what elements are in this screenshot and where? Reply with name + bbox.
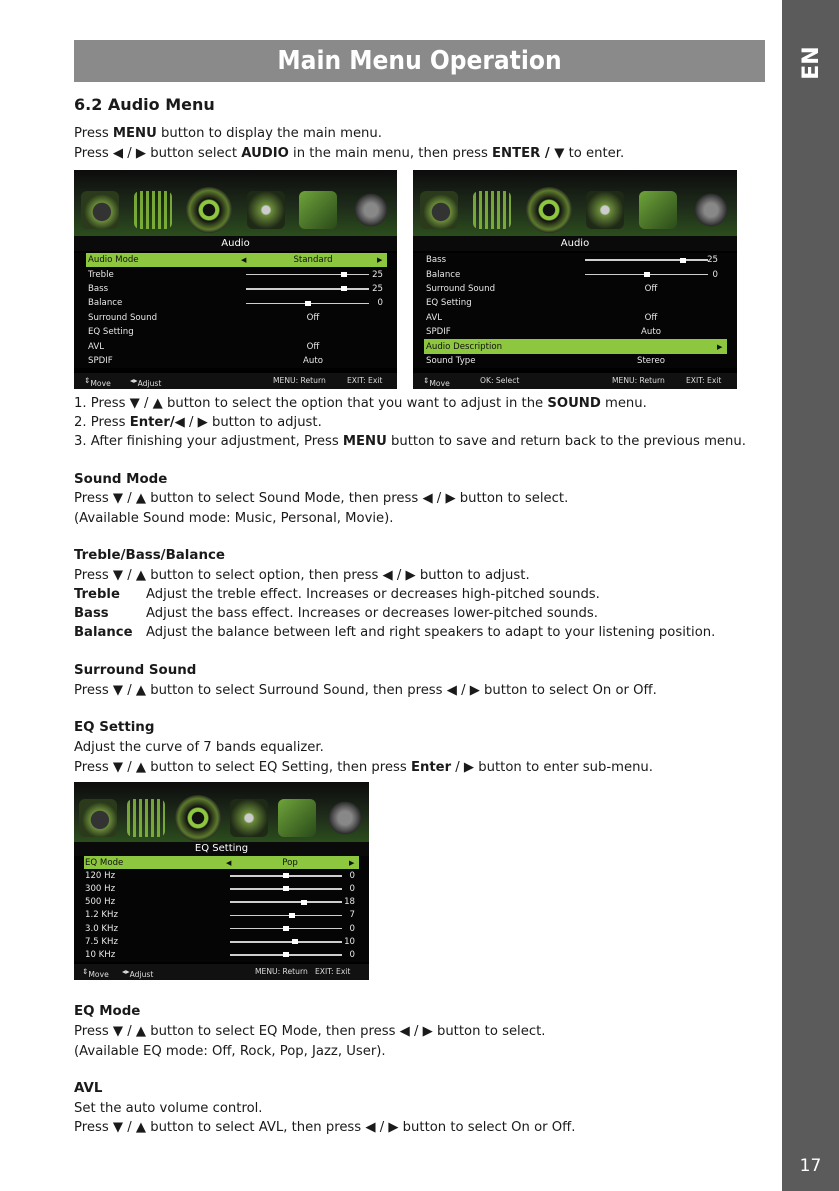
level-track bbox=[230, 915, 342, 917]
sound-mode-line-2: (Available Sound mode: Music, Personal, Movie). bbox=[74, 511, 394, 526]
level-track bbox=[246, 274, 369, 276]
page-number: 17 bbox=[799, 1156, 822, 1176]
menu-row-label: 3.0 KHz bbox=[85, 923, 119, 934]
menu-row-value: Off bbox=[644, 283, 658, 294]
menu-row-label: 7.5 KHz bbox=[85, 936, 119, 947]
channel-icon bbox=[247, 191, 285, 229]
menu-row-value: Off bbox=[306, 312, 320, 323]
menu-row-label: 120 Hz bbox=[85, 870, 116, 881]
menu-row-label: SPDIF bbox=[426, 327, 451, 338]
menu-row[interactable] bbox=[74, 282, 397, 296]
eq-line-2: Press ▼ / ▲ button to select EQ Setting, then press Enter / ▶ button to enter sub-menu. bbox=[74, 760, 653, 775]
menu-row[interactable] bbox=[74, 922, 369, 935]
menu-row-value: Standard bbox=[293, 255, 333, 266]
menu-row-label: AVL bbox=[88, 341, 104, 352]
channel-icon bbox=[586, 191, 624, 229]
level-slider-handle[interactable] bbox=[292, 939, 298, 944]
level-value: 0 bbox=[349, 870, 355, 881]
eq-setting-screen bbox=[74, 782, 369, 980]
level-track bbox=[585, 259, 708, 261]
menu-row[interactable] bbox=[74, 909, 369, 922]
menu-footer: ⇕ Move ◂▸ Adjust MENU: Return EXIT: Exit bbox=[74, 373, 397, 389]
level-slider-handle[interactable] bbox=[341, 286, 347, 291]
speaker-icon bbox=[526, 187, 572, 233]
surround-heading: Surround Sound bbox=[74, 663, 197, 678]
lock-icon bbox=[278, 799, 316, 837]
surround-line-1: Press ▼ / ▲ button to select Surround Sound, then press ◀ / ▶ button to select On or Off. bbox=[74, 683, 657, 698]
level-value: 0 bbox=[712, 269, 718, 280]
eq-mode-line-1: Press ▼ / ▲ button to select EQ Mode, then press ◀ / ▶ button to select. bbox=[74, 1024, 546, 1039]
level-value: 25 bbox=[372, 269, 383, 280]
menu-row[interactable] bbox=[74, 948, 369, 961]
level-track bbox=[230, 901, 342, 903]
balance-definition: Balance Adjust the balance between left and right speakers to adapt to your listening position. bbox=[74, 625, 716, 640]
menu-row[interactable] bbox=[413, 354, 737, 368]
menu-row[interactable] bbox=[74, 882, 369, 895]
menu-row-value: Auto bbox=[641, 327, 661, 338]
treble-definition: Treble Adjust the treble effect. Increases or decreases high-pitched sounds. bbox=[74, 587, 600, 602]
audio-icon bbox=[127, 799, 165, 837]
menu-title: Audio bbox=[74, 236, 397, 251]
menu-row-label: AVL bbox=[426, 312, 442, 323]
level-slider-handle[interactable] bbox=[644, 272, 650, 277]
menu-row-value: Off bbox=[306, 341, 320, 352]
menu-row-label: Bass bbox=[88, 283, 109, 294]
menu-row[interactable] bbox=[74, 896, 369, 909]
menu-row-label: SPDIF bbox=[88, 355, 113, 366]
menu-row[interactable] bbox=[413, 282, 737, 296]
menu-row[interactable] bbox=[74, 869, 369, 882]
menu-row-label: Surround Sound bbox=[88, 312, 158, 323]
level-value: 18 bbox=[344, 897, 355, 908]
menu-row-label: 500 Hz bbox=[85, 897, 116, 908]
menu-row[interactable] bbox=[74, 935, 369, 948]
avl-line-1: Set the auto volume control. bbox=[74, 1101, 263, 1116]
level-track bbox=[230, 941, 342, 943]
level-value: 10 bbox=[344, 936, 355, 947]
channel-icon bbox=[230, 799, 268, 837]
menu-row-value: Stereo bbox=[636, 355, 665, 366]
menu-row-label: EQ Setting bbox=[88, 327, 134, 338]
level-slider-handle[interactable] bbox=[341, 272, 347, 277]
menu-row[interactable] bbox=[74, 311, 397, 325]
menu-row-label: Sound Type bbox=[426, 355, 476, 366]
step-1: 1. Press ▼ / ▲ button to select the option that you want to adjust in the SOUND menu. bbox=[74, 396, 647, 411]
step-2: 2. Press Enter/◀ / ▶ button to adjust. bbox=[74, 415, 322, 430]
avl-line-2: Press ▼ / ▲ button to select AVL, then press ◀ / ▶ button to select On or Off. bbox=[74, 1120, 576, 1135]
step-3: 3. After finishing your adjustment, Press MENU button to save and return back to the previous menu. bbox=[74, 434, 746, 449]
picture-icon bbox=[81, 191, 119, 229]
level-slider-handle[interactable] bbox=[283, 952, 289, 957]
level-value: 25 bbox=[372, 283, 383, 294]
level-value: 0 bbox=[349, 923, 355, 934]
audio-icon bbox=[473, 191, 511, 229]
sound-mode-line-1: Press ▼ / ▲ button to select Sound Mode, then press ◀ / ▶ button to select. bbox=[74, 491, 569, 506]
menu-row-label: Balance bbox=[426, 269, 461, 280]
menu-row-label: Surround Sound bbox=[426, 283, 496, 294]
level-value: 0 bbox=[377, 298, 383, 309]
picture-icon bbox=[79, 799, 117, 837]
menu-row-label: 1.2 KHz bbox=[85, 910, 119, 921]
speaker-icon bbox=[175, 795, 221, 841]
audio-icon bbox=[134, 191, 172, 229]
menu-row[interactable] bbox=[84, 856, 359, 869]
eq-mode-heading: EQ Mode bbox=[74, 1004, 141, 1019]
menu-row-label: Audio Mode bbox=[88, 255, 139, 266]
tbb-heading: Treble/Bass/Balance bbox=[74, 548, 225, 563]
intro-line-2: Press ◀ / ▶ button select AUDIO in the main menu, then press ENTER / ▼ to enter. bbox=[74, 146, 625, 161]
audio-menu-screen-1 bbox=[74, 170, 397, 389]
menu-row-label: EQ Mode bbox=[85, 857, 124, 868]
menu-row-value: Auto bbox=[303, 355, 323, 366]
menu-row-label: 300 Hz bbox=[85, 883, 116, 894]
page-banner: Main Menu Operation bbox=[74, 40, 765, 82]
menu-row-label: Bass bbox=[426, 255, 447, 266]
level-slider-handle[interactable] bbox=[680, 258, 686, 263]
level-slider-handle[interactable] bbox=[289, 913, 295, 918]
level-track bbox=[246, 288, 369, 290]
level-value: 25 bbox=[707, 255, 718, 266]
arrow-left-icon[interactable]: ◀ bbox=[226, 858, 232, 867]
tbb-line-1: Press ▼ / ▲ button to select option, then press ◀ / ▶ button to adjust. bbox=[74, 568, 530, 583]
gear-icon bbox=[352, 191, 390, 229]
menu-footer: ⇕ Move ◂▸ Adjust MENU: Return EXIT: Exit bbox=[74, 964, 369, 980]
sound-mode-heading: Sound Mode bbox=[74, 472, 168, 487]
menu-row-label: 10 KHz bbox=[85, 949, 116, 960]
menu-row[interactable] bbox=[74, 267, 397, 281]
menu-row[interactable] bbox=[413, 311, 737, 325]
arrow-right-icon[interactable]: ▶ bbox=[349, 858, 355, 867]
bass-definition: Bass Adjust the bass effect. Increases or decreases lower-pitched sounds. bbox=[74, 606, 598, 621]
level-slider-handle[interactable] bbox=[283, 873, 289, 878]
language-tab: EN bbox=[798, 46, 824, 80]
menu-row[interactable] bbox=[413, 253, 737, 267]
menu-footer: ⇕ Move OK: Select MENU: Return EXIT: Exit bbox=[413, 373, 737, 389]
gear-icon bbox=[326, 799, 364, 837]
menu-row-value: Off bbox=[644, 312, 658, 323]
lock-icon bbox=[299, 191, 337, 229]
menu-title: EQ Setting bbox=[74, 842, 369, 856]
menu-row[interactable] bbox=[74, 339, 397, 353]
intro-line-1: Press MENU button to display the main menu. bbox=[74, 126, 382, 141]
menu-row[interactable] bbox=[74, 325, 397, 339]
level-slider-handle[interactable] bbox=[301, 900, 307, 905]
level-value: 0 bbox=[349, 883, 355, 894]
menu-row[interactable] bbox=[74, 354, 397, 368]
side-tab bbox=[782, 0, 839, 1191]
menu-title: Audio bbox=[413, 236, 737, 251]
menu-row[interactable] bbox=[413, 267, 737, 281]
audio-menu-screen-2 bbox=[413, 170, 737, 389]
level-slider-handle[interactable] bbox=[283, 926, 289, 931]
eq-heading: EQ Setting bbox=[74, 720, 155, 735]
menu-row-label: Balance bbox=[88, 298, 123, 309]
menu-row[interactable] bbox=[424, 339, 727, 353]
level-value: 7 bbox=[349, 910, 355, 921]
menu-row[interactable] bbox=[413, 325, 737, 339]
eq-mode-line-2: (Available EQ mode: Off, Rock, Pop, Jazz, User). bbox=[74, 1044, 386, 1059]
eq-line-1: Adjust the curve of 7 bands equalizer. bbox=[74, 740, 324, 755]
avl-heading: AVL bbox=[74, 1081, 103, 1096]
menu-row[interactable] bbox=[86, 253, 387, 267]
menu-row[interactable] bbox=[74, 296, 397, 310]
arrow-right-icon[interactable]: ▶ bbox=[377, 256, 383, 265]
level-value: 0 bbox=[349, 949, 355, 960]
menu-row[interactable] bbox=[413, 296, 737, 310]
picture-icon bbox=[420, 191, 458, 229]
menu-row-label: EQ Setting bbox=[426, 298, 472, 309]
menu-row-value: Pop bbox=[282, 857, 298, 868]
arrow-right-icon[interactable]: ▶ bbox=[717, 342, 723, 351]
menu-row-label: Treble bbox=[88, 269, 114, 280]
speaker-icon bbox=[186, 187, 232, 233]
arrow-left-icon[interactable]: ◀ bbox=[241, 256, 247, 265]
section-title: 6.2 Audio Menu bbox=[74, 95, 215, 114]
level-slider-handle[interactable] bbox=[283, 886, 289, 891]
gear-icon bbox=[692, 191, 730, 229]
lock-icon bbox=[639, 191, 677, 229]
menu-row-label: Audio Description bbox=[426, 341, 503, 352]
level-slider-handle[interactable] bbox=[305, 301, 311, 306]
